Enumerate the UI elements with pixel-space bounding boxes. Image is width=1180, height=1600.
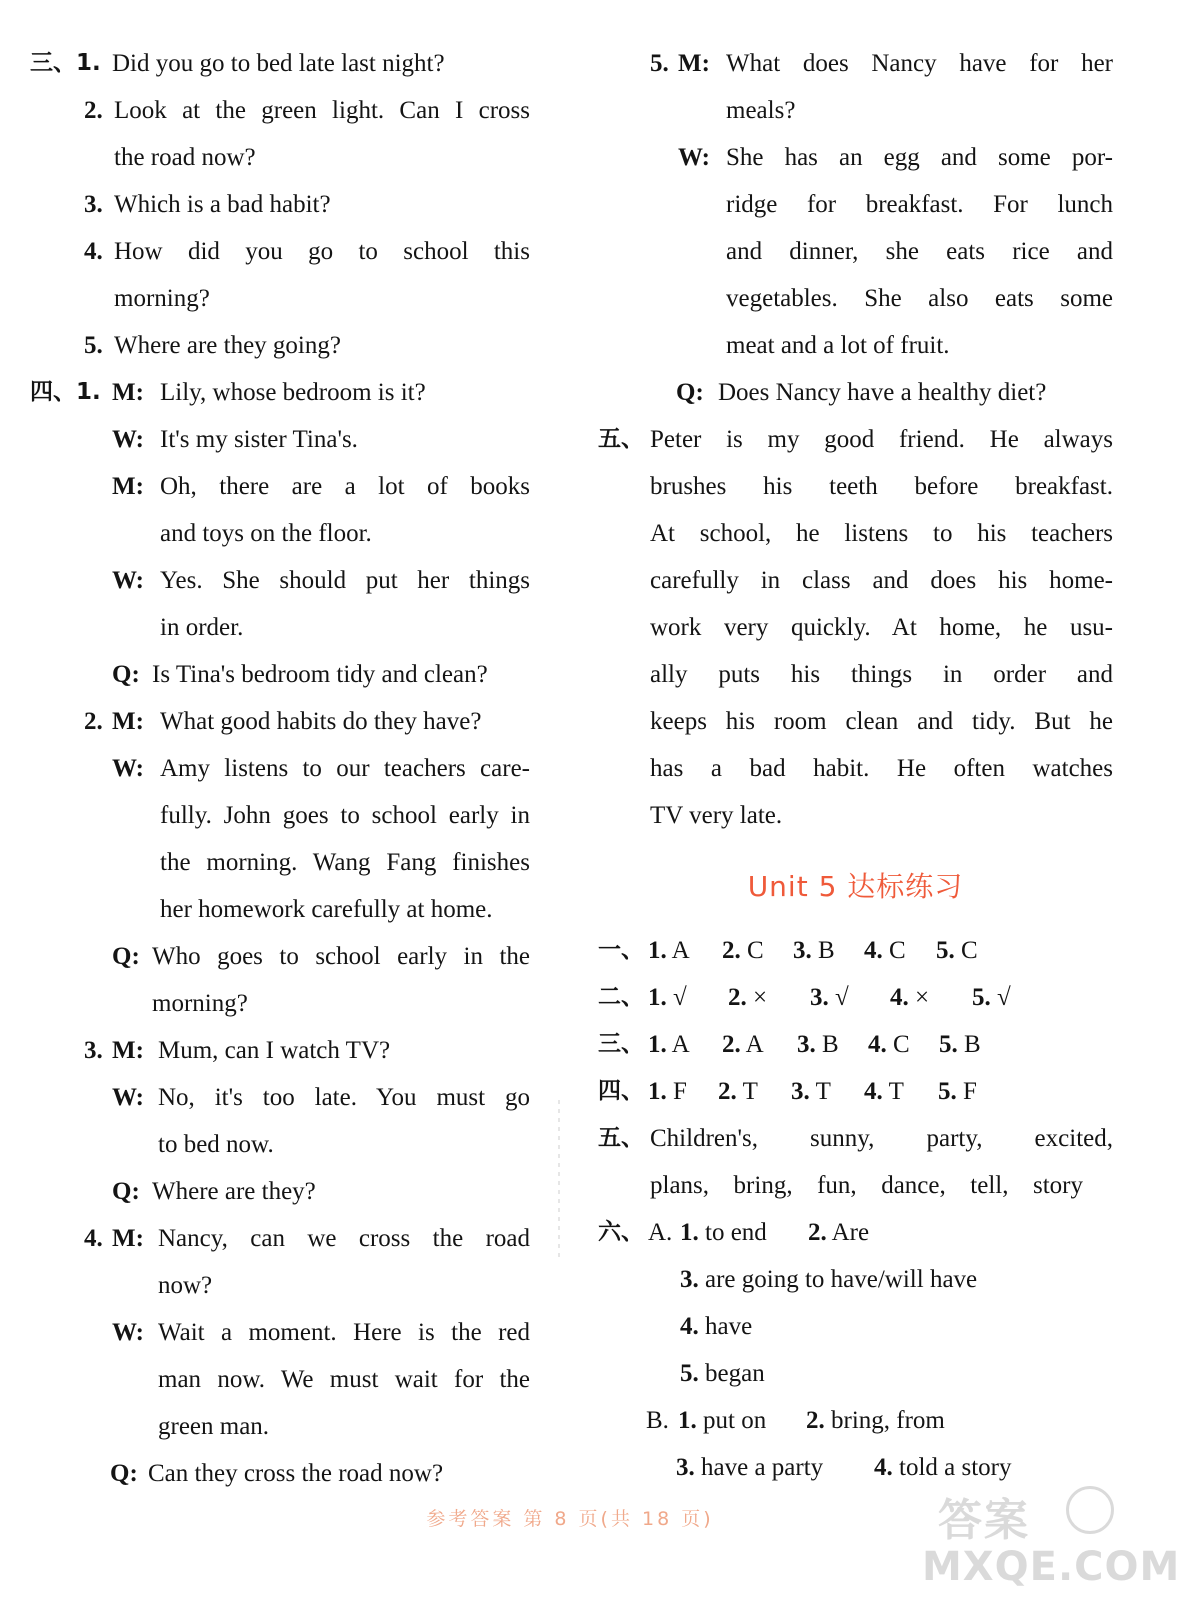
unit-title: Unit 5 达标练习 [747,870,964,903]
speaker-label: Q: [110,1460,138,1487]
answer-row-6a3: 3. are going to have/will have [680,1266,978,1293]
dialogue-line [30,416,530,463]
speaker-label: M: [112,473,144,500]
answer-value: √ [673,984,687,1011]
text-line: now? [158,1272,213,1299]
answer-value: √ [997,984,1011,1011]
answer-value: F [963,1078,977,1105]
dialogue-text: Amy listens to our teachers care- [160,755,530,782]
answer-value: began [705,1360,765,1387]
answer-row-3: 三、 1. A 2. A 3. B 4. C 5. B [598,1021,1113,1068]
dialogue-text: What does Nancy have for her [726,50,1113,77]
speaker-label: W: [112,755,144,782]
dialogue-text: It's my sister Tina's. [160,426,358,453]
section4-item2 [30,698,530,745]
text-line: her homework carefully at home. [160,896,493,923]
answer-value: to end [705,1219,767,1246]
dialogue-text: Mum, can I watch TV? [158,1037,391,1064]
question-line [30,933,530,980]
dialogue-line [30,557,530,604]
speaker-label: Q: [676,379,704,406]
answer-value: A [745,1031,764,1058]
question-text: Look at the green light. Can I cross [114,97,530,124]
text-line: green man. [158,1413,270,1440]
answer-value: Are [831,1219,870,1246]
answer-value: A [671,1031,690,1058]
section3-item4 [30,228,530,275]
passage-text: Peter is my good friend. He always [650,426,1113,453]
section-marker: 五、 [598,426,644,452]
dialogue-text: Can they cross the road now? [148,1460,444,1487]
answer-value: C [747,937,764,964]
page-footer: 参考答案 第 8 页(共 18 页) [426,1508,714,1530]
dialogue-text: No, it's too late. You must go [158,1084,530,1111]
text-line: meals? [726,97,796,124]
speaker-label: M: [112,1225,144,1252]
question-line [30,1168,530,1215]
section-marker: 二、 [598,984,644,1010]
answer-value: × [753,984,768,1011]
section-marker: 三、1. [30,50,101,76]
text-line: brushes his teeth before breakfast. [650,473,1113,500]
dialogue-line [30,1309,530,1356]
answer-row-6a5: 5. began [680,1360,765,1387]
item-number: 5. [650,50,669,77]
speaker-label: M: [112,708,144,735]
text-line: vegetables. She also eats some [726,285,1113,312]
dialogue-text: Does Nancy have a healthy diet? [718,379,1047,406]
speaker-label: Q: [112,943,140,970]
text-line: morning? [152,990,248,1017]
item-number: 2. [84,708,103,735]
text-line: ally puts his things in order and [650,661,1113,688]
speaker-label: W: [112,1084,144,1111]
answer-value: C [893,1031,910,1058]
speaker-label: W: [678,144,710,171]
question-text: Where are they going? [114,332,341,359]
text-line: TV very late. [650,802,783,829]
text-line: in order. [160,614,244,641]
dialogue-text: Lily, whose bedroom is it? [160,379,426,406]
dialogue-text: Who goes to school early in the [152,943,530,970]
section4-item5 [598,40,1113,87]
answer-words: Children's, sunny, party, excited, [650,1125,1113,1152]
text-line: the road now? [114,144,256,171]
answer-value: √ [835,984,849,1011]
question-line [598,369,1113,416]
dialogue-line [30,463,530,510]
text-line: morning? [114,285,210,312]
answer-row-6b: B. 1. put on 2. bring, from [598,1397,1113,1444]
answer-value: bring, from [831,1407,945,1434]
section3-item1 [30,40,530,87]
section4-item3 [30,1027,530,1074]
answer-value: C [889,937,906,964]
dialogue-line [30,745,530,792]
answer-value: T [888,1078,904,1105]
item-number: 5. [84,332,103,359]
text-line: At school, he listens to his teachers [650,520,1113,547]
answer-value: B [818,937,835,964]
item-number: 3. [84,191,103,218]
part-label: B. [646,1407,669,1434]
section-marker: 四、 [598,1078,644,1104]
speaker-label: W: [112,567,144,594]
answer-row-6b3: 3. have a party 4. told a story [676,1454,1012,1481]
text-line: fully. John goes to school early in [160,802,530,829]
text-line: work very quickly. At home, he usu- [650,614,1113,641]
question-text: Did you go to bed late last night? [112,50,445,77]
answer-value: have a party [701,1454,824,1481]
answer-value: C [961,937,978,964]
dialogue-text: Yes. She should put her things [160,567,530,594]
answer-value: are going to have/will have [705,1266,978,1293]
dialogue-text: Wait a moment. Here is the red [158,1319,530,1346]
section-marker: 六、 [598,1219,644,1245]
column-divider [558,1100,560,1260]
item-number: 4. [84,1225,103,1252]
text-line: and toys on the floor. [160,520,372,547]
item-number: 4. [84,238,103,265]
section3-item3 [30,181,530,228]
answer-value: B [964,1031,981,1058]
watermark-url: MXQE.COM [922,1544,1180,1590]
speaker-label: Q: [112,661,140,688]
answer-row-6a4: 4. have [680,1313,753,1340]
dialogue-text: Is Tina's bedroom tidy and clean? [152,661,488,688]
speaker-label: W: [112,426,144,453]
text-line: carefully in class and does his home- [650,567,1113,594]
text-line: meat and a lot of fruit. [726,332,950,359]
watermark-logo [918,1484,1180,1594]
answer-row-6a: 六、 A. 1. to end 2. Are [598,1209,1113,1256]
dialogue-line [598,134,1113,181]
text-line: has a bad habit. He often watches [650,755,1113,782]
speaker-label: Q: [112,1178,140,1205]
text-line: keeps his room clean and tidy. But he [650,708,1113,735]
section-marker: 四、1. [30,379,101,405]
section4-item1 [30,369,530,416]
text-line [598,1162,1113,1209]
answer-value: × [915,984,930,1011]
watermark-text: 答案 [938,1495,1030,1546]
answer-value: T [815,1078,831,1105]
section4-item4 [30,1215,530,1262]
answer-row-4: 四、 1. F 2. T 3. T 4. T 5. F [598,1068,1113,1115]
answer-words: plans, bring, fun, dance, tell, story [650,1172,1083,1199]
answer-row-5 [598,1115,1113,1162]
dialogue-text: She has an egg and some por- [726,144,1113,171]
text-line: man now. We must wait for the [158,1366,530,1393]
speaker-label: W: [112,1319,144,1346]
question-line [30,651,530,698]
answer-value: told a story [899,1454,1012,1481]
answer-value: put on [703,1407,767,1434]
section3-item2 [30,87,530,134]
item-number: 3. [84,1037,103,1064]
question-text: How did you go to school this [114,238,530,265]
question-text: Which is a bad habit? [114,191,331,218]
text-line: and dinner, she eats rice and [726,238,1113,265]
item-number: 2. [84,97,103,124]
section-marker: 三、 [598,1031,644,1057]
answer-row-1: 一、 1. A 2. C 3. B 4. C 5. C [598,927,1113,974]
question-line [30,1450,530,1497]
section5-passage-start [598,416,1113,463]
answer-value: A [671,937,690,964]
dialogue-line [30,1074,530,1121]
section3-item5 [30,322,530,369]
speaker-label: M: [112,1037,144,1064]
watermark-badge-icon [1066,1486,1114,1534]
dialogue-text: Nancy, can we cross the road [158,1225,530,1252]
section-marker: 一、 [598,937,644,963]
section-marker: 五、 [598,1125,644,1151]
speaker-label: M: [678,50,710,77]
dialogue-text: Where are they? [152,1178,316,1205]
answer-value: B [822,1031,839,1058]
part-label: A. [648,1219,673,1246]
speaker-label: M: [112,379,144,406]
dialogue-text: What good habits do they have? [160,708,482,735]
text-line: to bed now. [158,1131,274,1158]
dialogue-text: Oh, there are a lot of books [160,473,530,500]
text-line: the morning. Wang Fang finishes [160,849,530,876]
answer-value: T [742,1078,758,1105]
answer-row-2: 二、 1. √ 2. × 3. √ 4. × 5. √ [598,974,1113,1021]
answer-value: have [705,1313,753,1340]
answer-value: F [673,1078,687,1105]
text-line: ridge for breakfast. For lunch [726,191,1113,218]
